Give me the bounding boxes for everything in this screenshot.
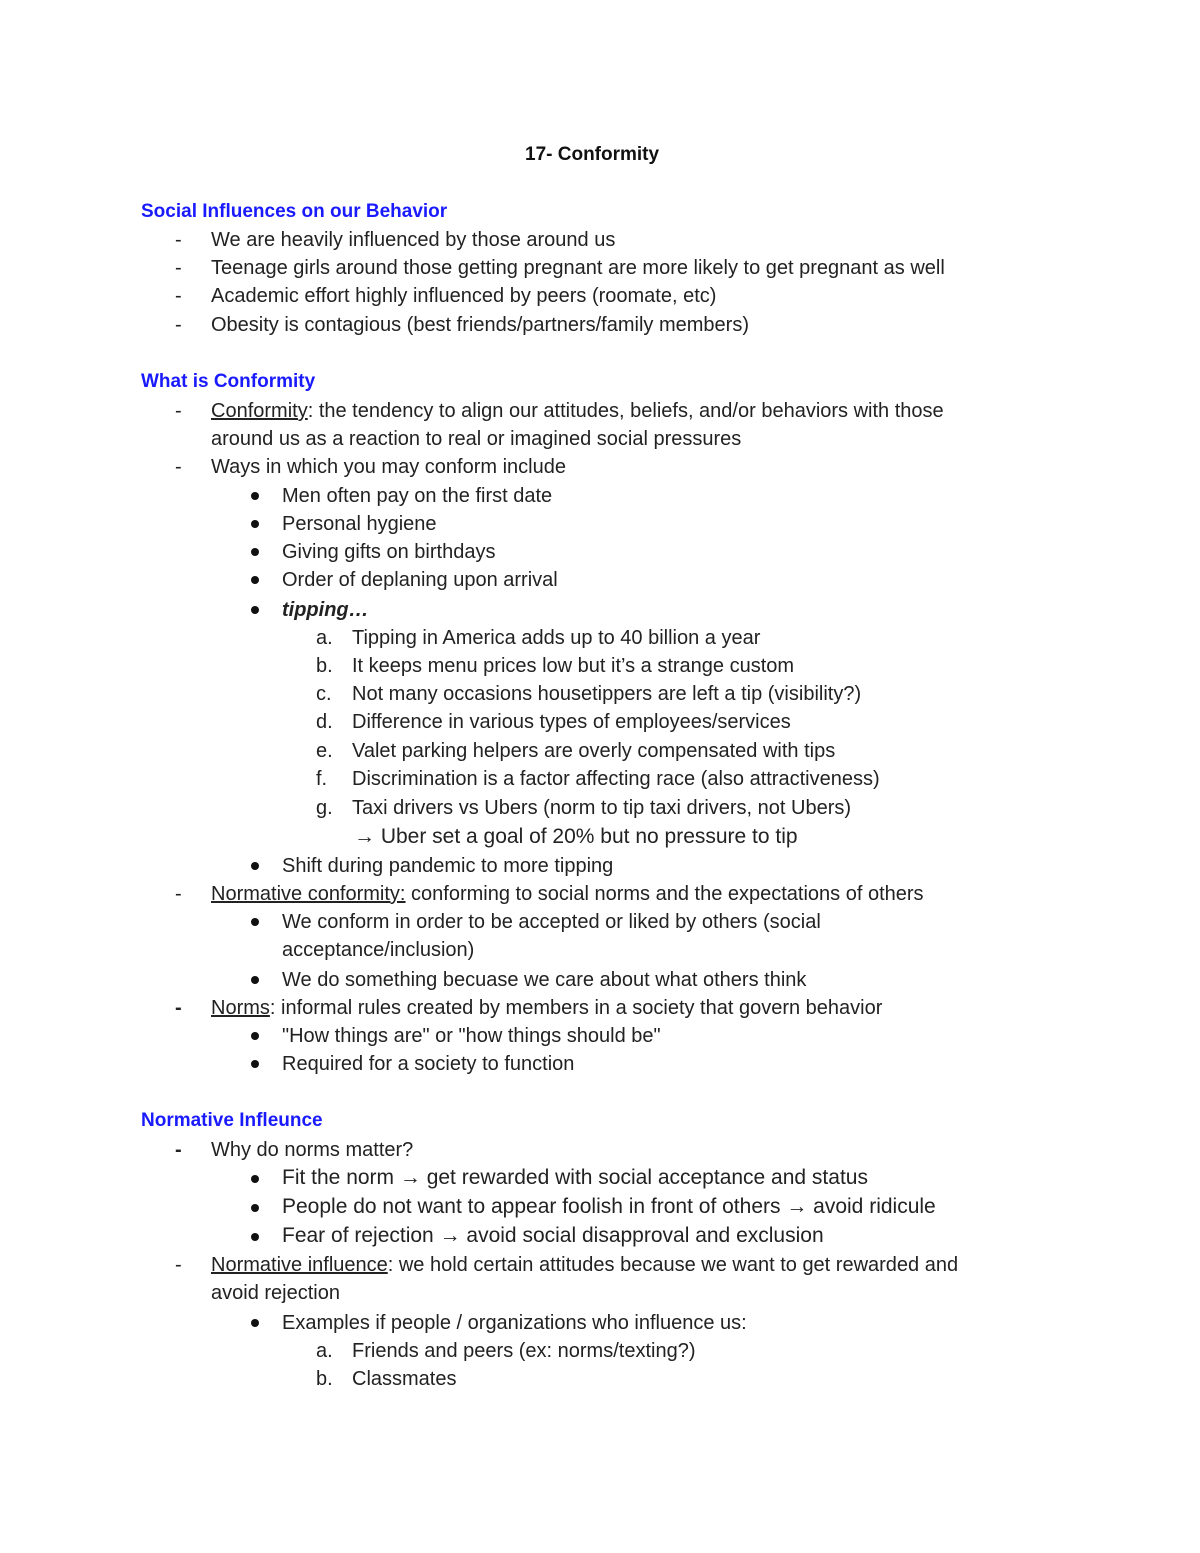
list-item-continuation: acceptance/inclusion)	[282, 939, 475, 961]
list-item: Friends and peers (ex: norms/texting?)	[352, 1340, 696, 1362]
uber-note: → Uber set a goal of 20% but no pressure to tip	[354, 825, 798, 848]
bullet-dot	[251, 548, 259, 556]
section-heading-what-is-conformity: What is Conformity	[141, 371, 316, 392]
list-marker: a.	[316, 1340, 333, 1362]
bullet-dot	[251, 1032, 259, 1040]
bullet-dot	[251, 1204, 259, 1212]
list-item: Order of deplaning upon arrival	[282, 569, 558, 591]
list-item: People do not want to appear foolish in front of others → avoid ridicule	[282, 1195, 936, 1218]
bullet-dot	[251, 1060, 259, 1068]
list-item: Classmates	[352, 1368, 457, 1390]
definition-text: conforming to social norms and the expectations of others	[405, 883, 924, 905]
list-marker: e.	[316, 740, 333, 762]
bullet-dot	[251, 606, 259, 614]
list-item: Examples if people / organizations who influence us:	[282, 1312, 747, 1334]
list-item: Not many occasions housetippers are left a tip (visibility?)	[352, 683, 862, 705]
list-marker: c.	[316, 683, 332, 705]
list-item: "How things are" or "how things should be"	[282, 1025, 661, 1047]
list-item: Taxi drivers vs Ubers (norm to tip taxi drivers, not Ubers)	[352, 797, 852, 819]
list-marker: d.	[316, 711, 333, 733]
definition-continuation: around us as a reaction to real or imagined social pressures	[211, 428, 742, 450]
definition-continuation: avoid rejection	[211, 1282, 340, 1304]
dash-marker: -	[175, 1254, 182, 1276]
dash-marker: -	[175, 257, 182, 279]
definition-conformity	[211, 399, 944, 423]
section-heading-social-influences: Social Influences on our Behavior	[141, 201, 448, 222]
definition-text: : informal rules created by members in a society that govern behavior	[269, 997, 883, 1019]
dash-marker: -	[175, 229, 182, 251]
definition-normative-influence	[211, 1253, 958, 1277]
dash-marker: -	[175, 456, 182, 478]
list-item: Tipping in America adds up to 40 billion a year	[352, 627, 761, 649]
dash-marker: -	[175, 400, 182, 422]
definition-text: : the tendency to align our attitudes, beliefs, and/or behaviors with those	[307, 400, 944, 422]
dash-marker: -	[175, 285, 182, 307]
dash-marker: -	[175, 997, 182, 1019]
list-item: Obesity is contagious (best friends/partners/family members)	[211, 314, 749, 336]
term-normative-influence: Normative influence	[211, 1254, 388, 1276]
list-item: Academic effort highly influenced by peers (roomate, etc)	[211, 285, 717, 307]
definition-norms	[211, 996, 882, 1020]
bullet-dot	[251, 1233, 259, 1241]
list-item: Men often pay on the first date	[282, 485, 553, 507]
list-item: Why do norms matter?	[211, 1139, 414, 1161]
list-item: Shift during pandemic to more tipping	[282, 855, 614, 877]
list-marker: b.	[316, 655, 333, 677]
list-item: Personal hygiene	[282, 513, 437, 535]
dash-marker: -	[175, 883, 182, 905]
list-item: We conform in order to be accepted or liked by others (social	[282, 911, 821, 933]
term-norms: Norms	[211, 997, 270, 1019]
term-conformity: Conformity	[211, 400, 308, 422]
list-item: It keeps menu prices low but it’s a strange custom	[352, 655, 795, 677]
list-item: Giving gifts on birthdays	[282, 541, 496, 563]
list-item: Discrimination is a factor affecting race (also attractiveness)	[352, 768, 880, 790]
list-item: Fit the norm → get rewarded with social acceptance and status	[282, 1166, 868, 1189]
list-item: Ways in which you may conform include	[211, 456, 566, 478]
bullet-dot	[251, 862, 259, 870]
list-item: We are heavily influenced by those around us	[211, 229, 616, 251]
list-item: Fear of rejection → avoid social disapproval and exclusion	[282, 1224, 824, 1247]
list-marker: a.	[316, 627, 333, 649]
list-item: Valet parking helpers are overly compensated with tips	[352, 740, 836, 762]
bullet-dot	[251, 1175, 259, 1183]
definition-normative-conformity	[211, 882, 924, 906]
list-item-tipping: tipping…	[282, 599, 369, 621]
term-normative-conformity: Normative conformity:	[211, 883, 406, 905]
bullet-dot	[251, 520, 259, 528]
list-item: We do something becuase we care about what others think	[282, 969, 807, 991]
bullet-dot	[251, 576, 259, 584]
list-marker: f.	[316, 768, 328, 790]
dash-marker: -	[175, 1139, 182, 1161]
list-marker: g.	[316, 797, 333, 819]
page-title: 17- Conformity	[525, 144, 660, 165]
definition-text: : we hold certain attitudes because we want to get rewarded and	[387, 1254, 959, 1276]
bullet-dot	[251, 918, 259, 926]
bullet-dot	[251, 976, 259, 984]
list-item: Required for a society to function	[282, 1053, 575, 1075]
section-heading-normative-influence: Normative Infleunce	[141, 1110, 323, 1131]
bullet-dot	[251, 1319, 259, 1327]
list-item: Difference in various types of employees/services	[352, 711, 791, 733]
list-marker: b.	[316, 1368, 333, 1390]
list-item: Teenage girls around those getting pregnant are more likely to get pregnant as well	[211, 257, 945, 279]
dash-marker: -	[175, 314, 182, 336]
bullet-dot	[251, 492, 259, 500]
